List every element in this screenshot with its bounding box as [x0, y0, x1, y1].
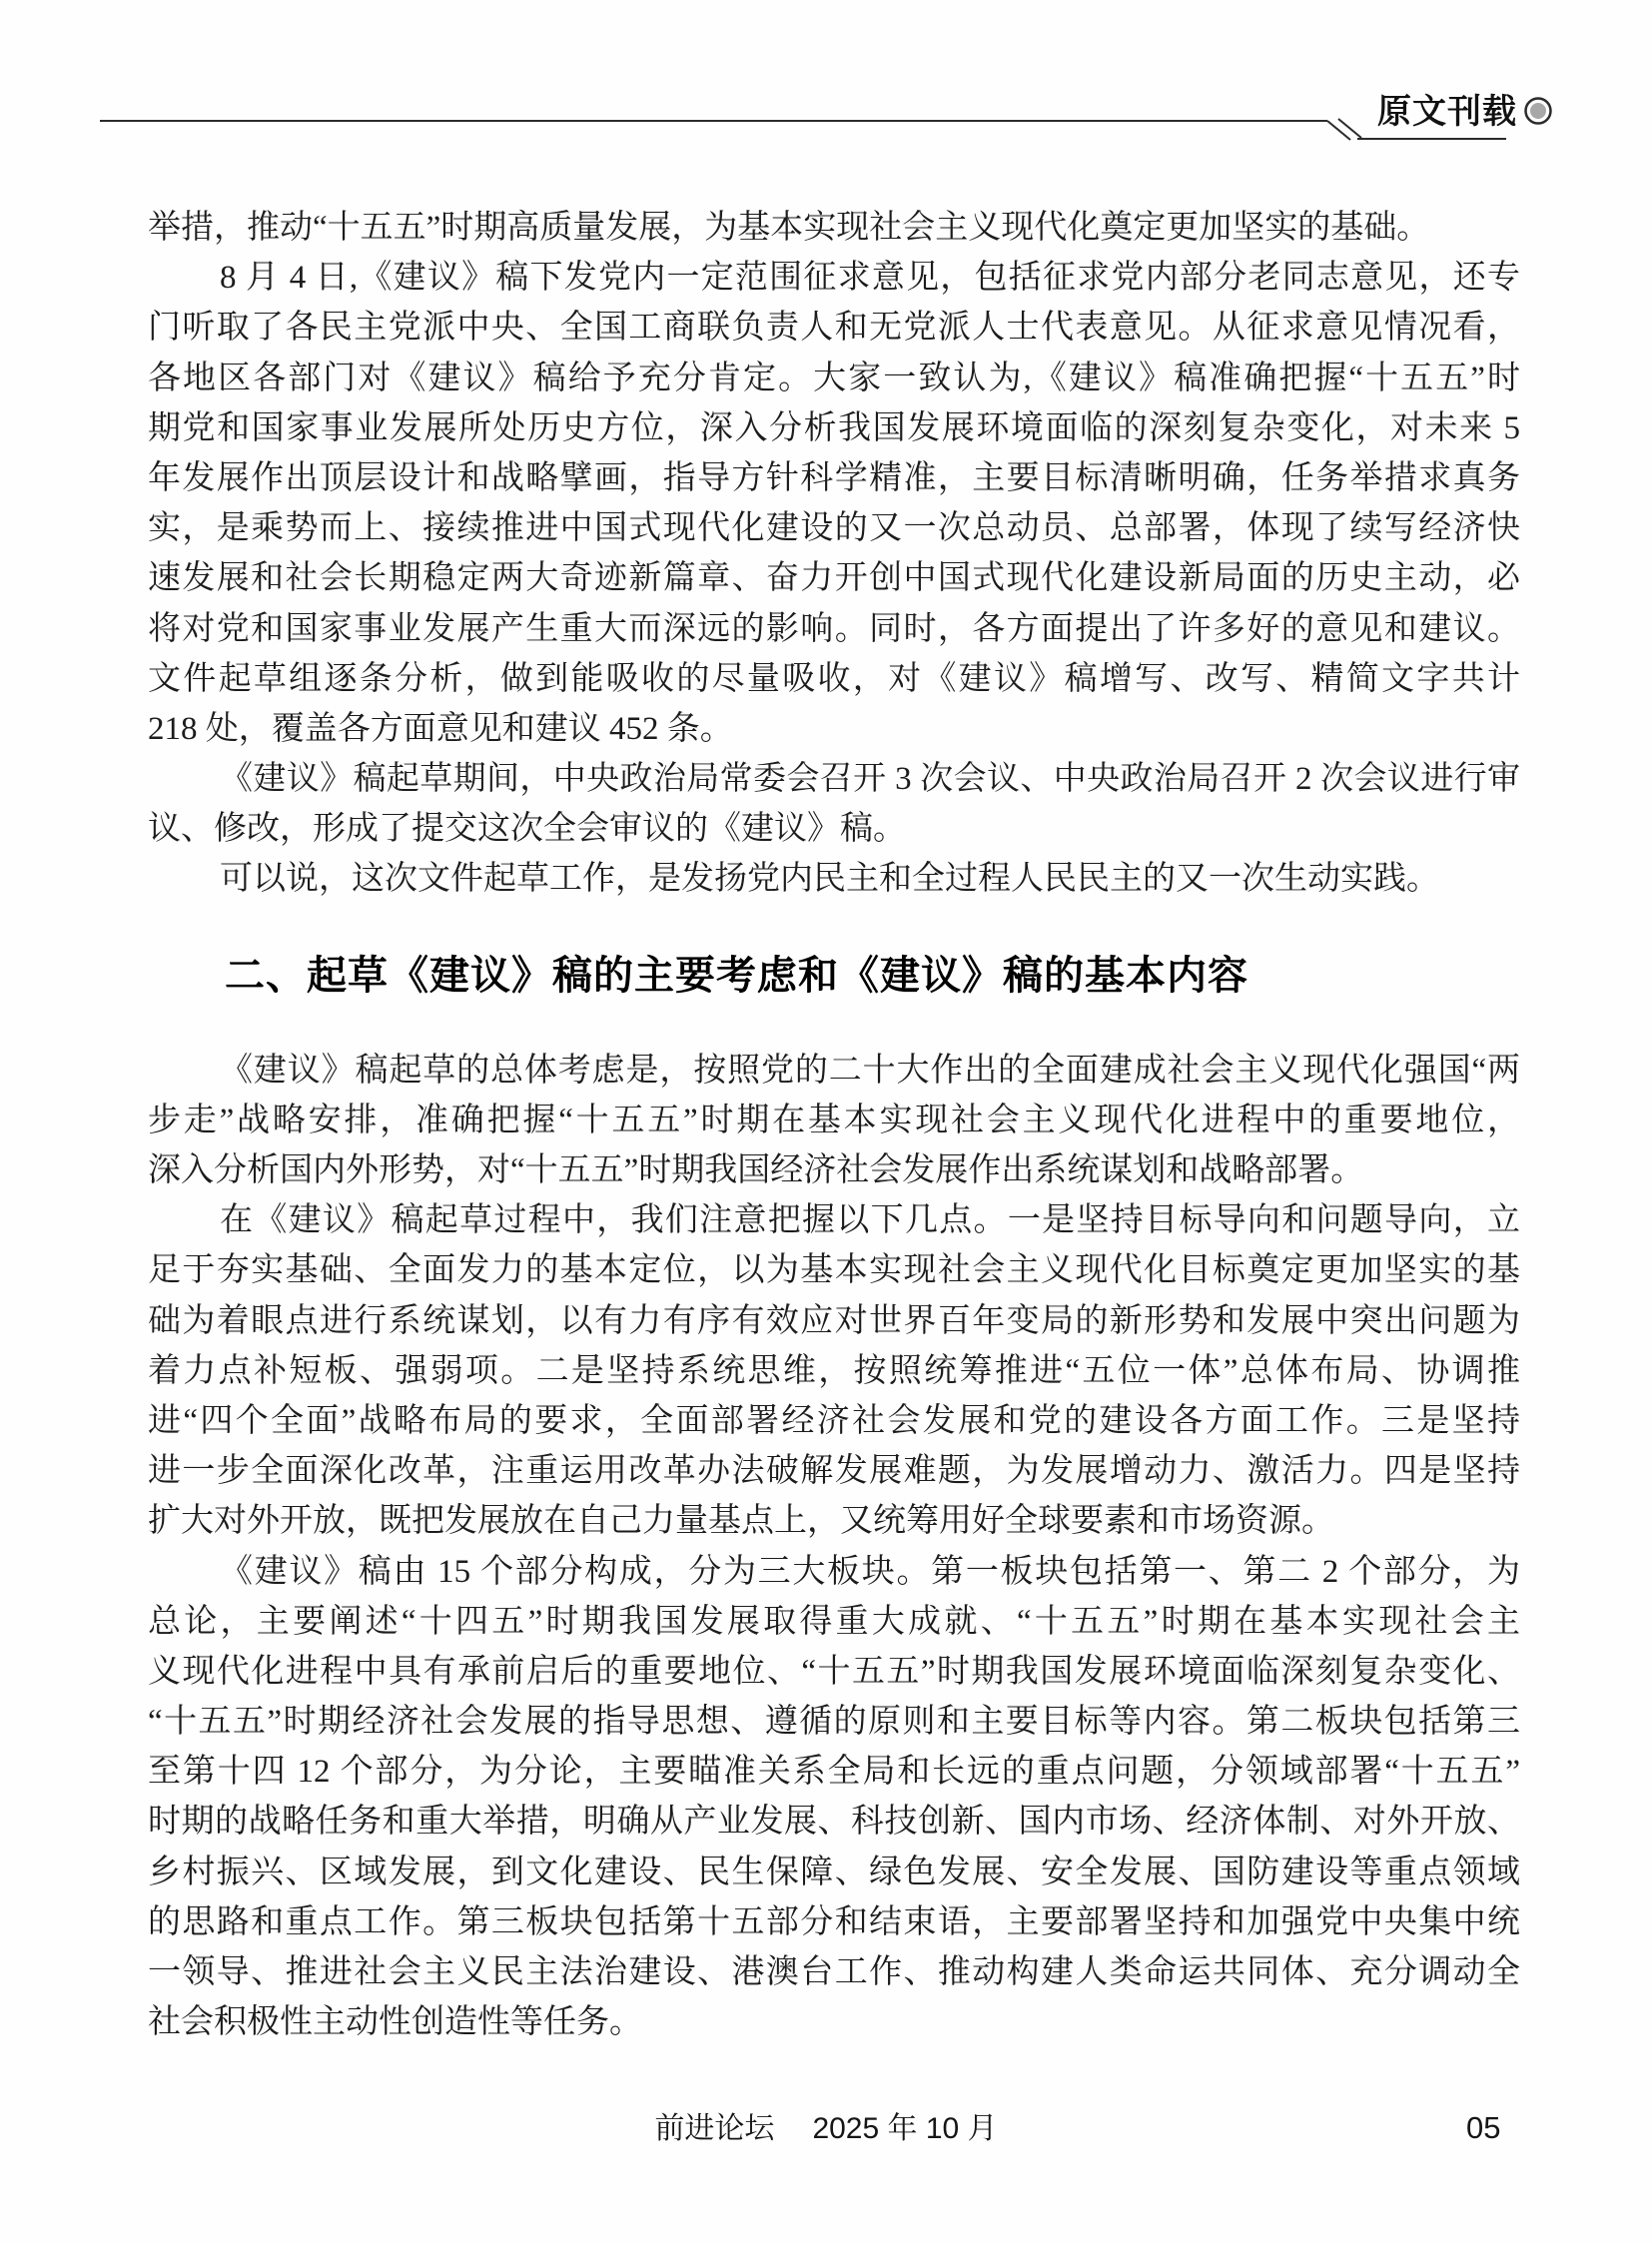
text-line: 速发展和社会长期稳定两大奇迹新篇章、奋力开创中国式现代化建设新局面的历史主动，必 [148, 560, 1520, 597]
text-line: 义现代化进程中具有承前启后的重要地位、“十五五”时期我国发展环境面临深刻复杂变化、 [148, 1653, 1520, 1690]
page-footer [0, 2112, 1652, 2146]
text-line: 足于夯实基础、全面发力的基本定位，以为基本实现社会主义现代化目标奠定更加坚实的基 [148, 1252, 1520, 1289]
footer-journal-name: 前进论坛 [654, 2112, 775, 2145]
text-line: 可以说，这次文件起草工作，是发扬党内民主和全过程人民民主的又一次生动实践。 [220, 861, 1439, 898]
text-body [148, 203, 1520, 2047]
paragraph [148, 854, 1520, 904]
text-line: 《建议》稿起草的总体考虑是，按照党的二十大作出的全面建成社会主义现代化强国“两 [220, 1052, 1520, 1089]
header-bullet-icon [1530, 103, 1546, 119]
paragraph [148, 754, 1520, 854]
text-line: 门听取了各民主党派中央、全国工商联负责人和无党派人士代表意见。从征求意见情况看， [148, 310, 1520, 347]
text-line: 进“四个全面”战略布局的要求，全面部署经济社会发展和党的建设各方面工作。三是坚持 [148, 1402, 1520, 1439]
text-line: 进一步全面深化改革，注重运用改革办法破解发展难题，为发展增动力、激活力。四是坚持 [148, 1453, 1520, 1490]
footer-issue-date: 2025 年 10 月 [812, 2112, 998, 2145]
text-line: 乡村振兴、区域发展，到文化建设、民生保障、绿色发展、安全发展、国防建设等重点领域 [148, 1854, 1520, 1890]
text-line: 8 月 4 日,《建议》稿下发党内一定范围征求意见，包括征求党内部分老同志意见，还专 [220, 260, 1520, 297]
text-line: 将对党和国家事业发展产生重大而深远的影响。同时，各方面提出了许多好的意见和建议。 [148, 610, 1520, 647]
text-line: “十五五”时期经济社会发展的指导思想、遵循的原则和主要目标等内容。第二板块包括第三 [148, 1704, 1520, 1741]
text-line: 218 处，覆盖各方面意见和建议 452 条。 [148, 710, 733, 747]
text-line: 深入分析国内外形势，对“十五五”时期我国经济社会发展作出系统谋划和战略部署。 [148, 1152, 1364, 1188]
text-line: 《建议》稿起草期间，中央政治局常委会召开 3 次会议、中央政治局召开 2 次会议进行审 [220, 761, 1520, 798]
paragraph [148, 1046, 1520, 1196]
page-number: 05 [1466, 2110, 1501, 2145]
text-line: 步走”战略安排，准确把握“十五五”时期在基本实现社会主义现代化进程中的重要地位， [148, 1102, 1520, 1138]
text-line: 实，是乘势而上、接续推进中国式现代化建设的又一次总动员、总部署，体现了续写经济快 [148, 510, 1520, 547]
text-line: 在《建议》稿起草过程中，我们注意把握以下几点。一是坚持目标导向和问题导向，立 [220, 1202, 1520, 1239]
paragraph [148, 1195, 1520, 1546]
text-line: 议、修改，形成了提交这次全会审议的《建议》稿。 [148, 811, 906, 848]
paragraph [148, 253, 1520, 754]
header-section-label: 原文刊载 [1377, 93, 1517, 131]
text-line: 社会积极性主动性创造性等任务。 [148, 2004, 642, 2041]
text-line: 期党和国家事业发展所处历史方位，深入分析我国发展环境面临的深刻复杂变化，对未来 5 [148, 409, 1520, 446]
text-line: 扩大对外开放，既把发展放在自己力量基点上，又统筹用好全球要素和市场资源。 [148, 1503, 1334, 1540]
section-heading: 二、起草《建议》稿的主要考虑和《建议》稿的基本内容 [225, 953, 1248, 998]
paragraph [148, 203, 1520, 253]
text-line: 举措，推动“十五五”时期高质量发展，为基本实现社会主义现代化奠定更加坚实的基础。 [148, 210, 1430, 246]
text-line: 各地区各部门对《建议》稿给予充分肯定。大家一致认为,《建议》稿准确把握“十五五”时 [148, 360, 1520, 396]
text-line: 《建议》稿由 15 个部分构成，分为三大板块。第一板块包括第一、第二 2 个部分，为 [220, 1553, 1520, 1590]
text-line: 础为着眼点进行系统谋划，以有力有序有效应对世界百年变局的新形势和发展中突出问题为 [148, 1302, 1520, 1339]
text-line: 至第十四 12 个部分，为分论，主要瞄准关系全局和长远的重点问题，分领域部署“十五五” [148, 1754, 1520, 1791]
paragraph [148, 1547, 1520, 2048]
text-line: 着力点补短板、强弱项。二是坚持系统思维，按照统筹推进“五位一体”总体布局、协调推 [148, 1352, 1520, 1389]
text-line: 的思路和重点工作。第三板块包括第十五部分和结束语，主要部署坚持和加强党中央集中统 [148, 1903, 1520, 1940]
text-line: 一领导、推进社会主义民主法治建设、港澳台工作、推动构建人类命运共同体、充分调动全 [148, 1954, 1520, 1990]
text-line: 时期的战略任务和重大举措，明确从产业发展、科技创新、国内市场、经济体制、对外开放、 [148, 1804, 1520, 1841]
text-line: 年发展作出顶层设计和战略擘画，指导方针科学精准，主要目标清晰明确，任务举措求真务 [148, 459, 1520, 496]
text-line: 总论，主要阐述“十四五”时期我国发展取得重大成就、“十五五”时期在基本实现社会主 [148, 1603, 1520, 1640]
text-line: 文件起草组逐条分析，做到能吸收的尽量吸收，对《建议》稿增写、改写、精简文字共计 [148, 660, 1520, 697]
